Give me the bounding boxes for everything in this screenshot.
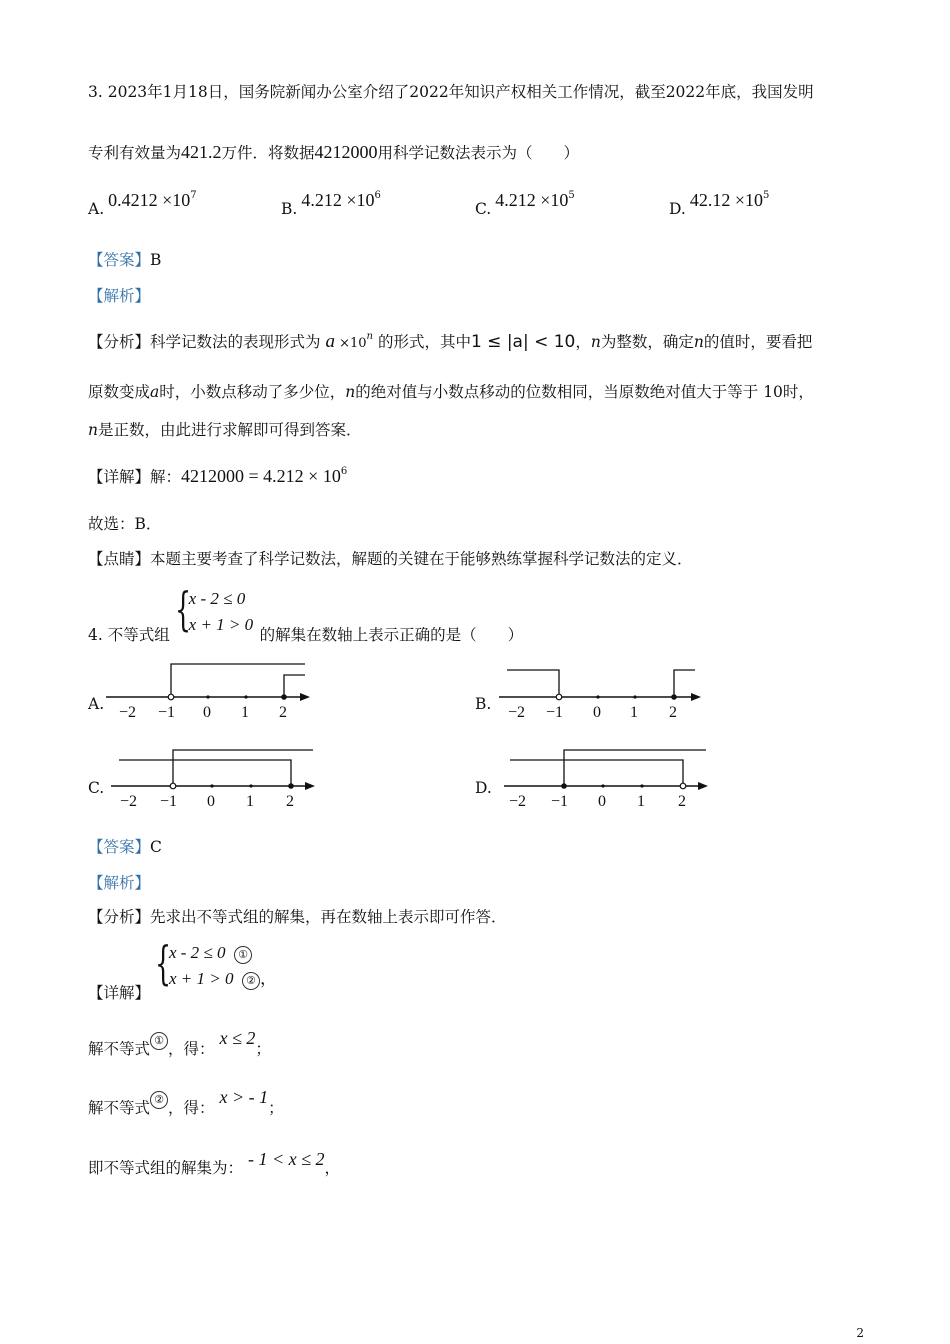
tick-label: 2	[286, 793, 294, 810]
q4-xiangjie-system: { x - 2 ≤ 0 ① x + 1 > 0 ② ，	[154, 936, 277, 990]
q3-stem-line1: 3. 2023年1月18日，国务院新闻办公室介绍了2022年知识产权相关工作情况，截至2022年底，我国发明	[88, 83, 814, 101]
q4-option-c-label: C.	[88, 779, 105, 797]
q4-option-b-label: B.	[475, 695, 492, 713]
q3-xiangjie: 【详解】解：$4212000 = 4.212 \times 10^6$	[88, 466, 348, 486]
q3-option-a: A. $0.4212 \times 10^7$	[88, 190, 197, 218]
tick-label: 0	[598, 793, 606, 810]
tick-label: −2	[119, 704, 137, 721]
q4-final: 即不等式组的解集为： - 1 < x ≤ 2，	[88, 1149, 340, 1177]
q3-fenxi-line1: 【分析】科学记数法的表现形式为 $a \times 10^n$ 的形式，其中1 ≤ |a| < 10，n为整数，确定n的值时，要看把	[88, 331, 813, 352]
tick-label: 1	[637, 793, 645, 810]
tick-label: 2	[279, 704, 287, 721]
q4-option-a-label: A.	[88, 695, 105, 713]
q4-fenxi: 【分析】先求出不等式组的解集，再在数轴上表示即可作答．	[88, 908, 507, 926]
tick-label: −2	[120, 793, 138, 810]
tick-label: −1	[158, 704, 176, 721]
q3-answer: 【答案】B	[88, 251, 162, 269]
q3-option-b: B. $4.212 \times 10^6$	[281, 190, 381, 218]
q4-numberline-b	[495, 655, 715, 725]
q4-numberline-d	[500, 740, 720, 810]
tick-label: −2	[508, 704, 526, 721]
q4-solve2: 解不等式 ② ，得： x > - 1；	[88, 1087, 284, 1117]
q4-numberline-a	[100, 655, 320, 725]
q3-dianjing: 【点睛】本题主要考查了科学记数法，解题的关键在于能够熟练掌握科学记数法的定义．	[88, 550, 693, 568]
tick-label: −2	[509, 793, 527, 810]
q4-jiexi: 【解析】	[88, 874, 151, 892]
q4-answer: 【答案】C	[88, 838, 162, 856]
tick-label: −1	[546, 704, 564, 721]
q4-stem: 4. 不等式组 { x - 2 ≤ 0 x + 1 > 0 的解集在数轴上表示正确的是（ ）	[88, 582, 524, 644]
tick-label: 0	[593, 704, 601, 721]
q3-stem-line2: 专利有效量为421.2万件．将数据4212000用科学记数法表示为（ ）	[88, 142, 580, 162]
tick-label: 1	[246, 793, 254, 810]
tick-label: −1	[160, 793, 178, 810]
q4-solve1: 解不等式 ① ，得： x ≤ 2；	[88, 1028, 271, 1058]
q4-option-d-label: D.	[475, 779, 492, 797]
tick-label: 0	[203, 704, 211, 721]
q3-option-d: D. $42.12 \times 10^5$	[669, 190, 770, 218]
tick-label: 1	[630, 704, 638, 721]
q4-system: { x - 2 ≤ 0 x + 1 > 0	[174, 582, 254, 636]
q3-fenxi-line2: 原数变成a时，小数点移动了多少位，n的绝对值与小数点移动的位数相同，当原数绝对值大于等于 10时，	[88, 383, 814, 401]
tick-label: 0	[207, 793, 215, 810]
q3-option-c: C. $4.212 \times 10^5$	[475, 190, 575, 218]
tick-label: −1	[551, 793, 569, 810]
tick-label: 2	[669, 704, 677, 721]
q3-guxuan: 故选：B．	[88, 515, 162, 533]
page-number: 2	[856, 1326, 864, 1340]
q4-numberline-c	[105, 740, 325, 810]
q3-jiexi: 【解析】	[88, 287, 151, 305]
q3-fenxi-line3: n是正数，由此进行求解即可得到答案．	[88, 421, 362, 439]
q4-xiangjie: 【详解】 { x - 2 ≤ 0 ① x + 1 > 0 ② ，	[88, 936, 277, 1002]
tick-label: 1	[241, 704, 249, 721]
tick-label: 2	[678, 793, 686, 810]
